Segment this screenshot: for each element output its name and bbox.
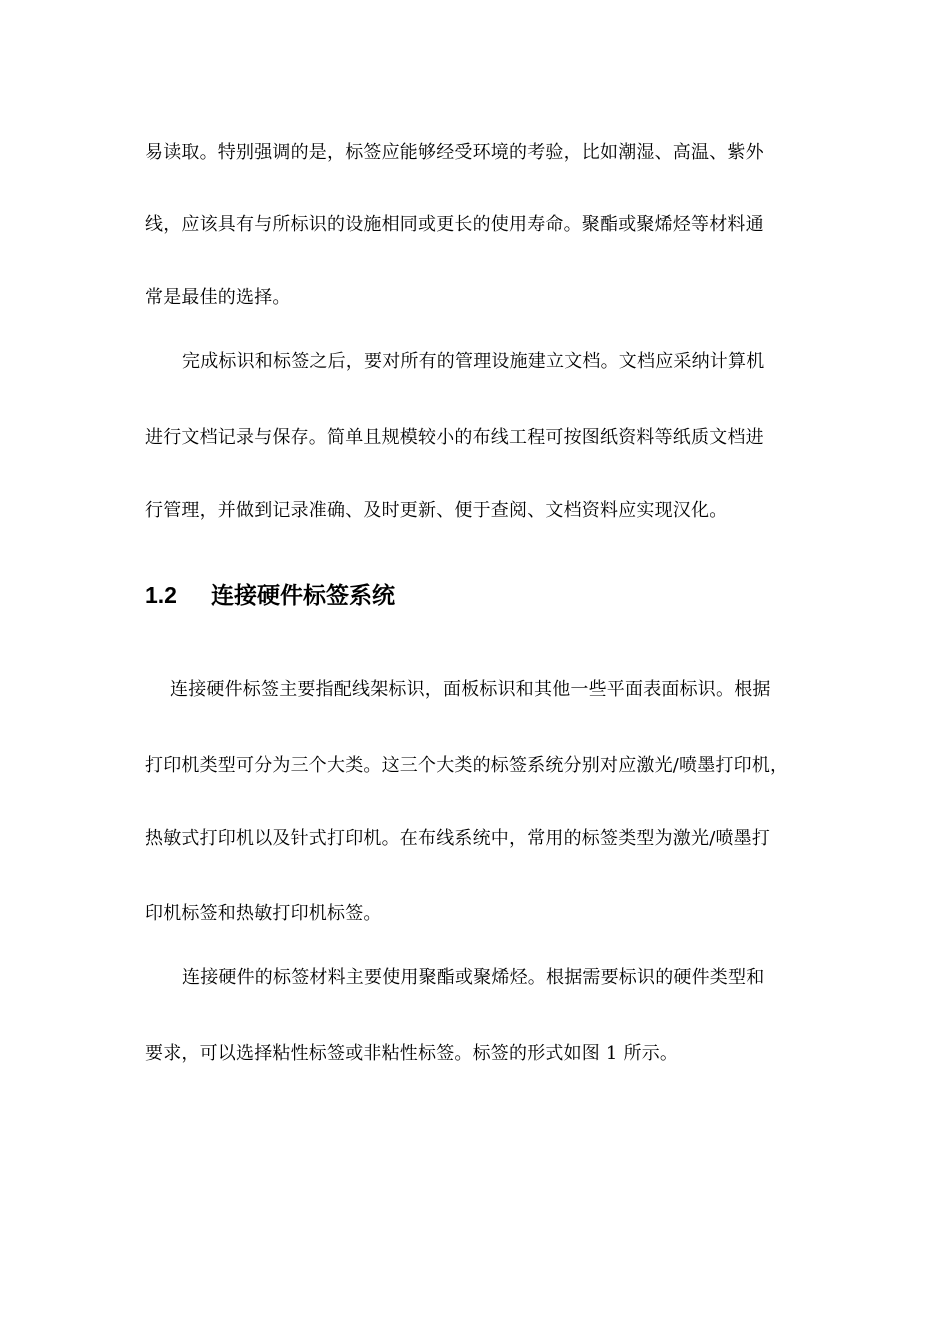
paragraph-2-line-2: 进行文档记录与保存。简单且规模较小的布线工程可按图纸资料等纸质文档进 xyxy=(145,427,764,448)
paragraph-2-line-1: 完成标识和标签之后，要对所有的管理设施建立文档。文档应采纳计算机 xyxy=(182,351,765,372)
paragraph-4-line-2: 要求，可以选择粘性标签或非粘性标签。标签的形式如图 1 所示。 xyxy=(145,1043,679,1064)
paragraph-1-line-1: 易读取。特别强调的是，标签应能够经受环境的考验，比如潮湿、高温、紫外 xyxy=(145,142,764,163)
paragraph-3-line-4: 印机标签和热敏打印机标签。 xyxy=(145,903,382,924)
paragraph-1-line-2: 线，应该具有与所标识的设施相同或更长的使用寿命。聚酯或聚烯烃等材料通 xyxy=(145,214,764,235)
paragraph-2-line-3: 行管理，并做到记录准确、及时更新、便于查阅、文档资料应实现汉化。 xyxy=(145,500,728,521)
section-number: 1.2 xyxy=(145,582,177,608)
paragraph-3-line-2: 打印机类型可分为三个大类。这三个大类的标签系统分别对应激光/喷墨打印机， xyxy=(145,755,789,776)
paragraph-3-line-3: 热敏式打印机以及针式打印机。在布线系统中，常用的标签类型为激光/喷墨打 xyxy=(145,828,771,849)
paragraph-3-line-1: 连接硬件标签主要指配线架标识，面板标识和其他一些平面表面标识。根据 xyxy=(170,679,771,700)
paragraph-4-line-1: 连接硬件的标签材料主要使用聚酯或聚烯烃。根据需要标识的硬件类型和 xyxy=(182,967,765,988)
section-heading xyxy=(145,580,395,611)
section-title: 连接硬件标签系统 xyxy=(211,583,395,609)
paragraph-1-line-3: 常是最佳的选择。 xyxy=(145,287,291,308)
